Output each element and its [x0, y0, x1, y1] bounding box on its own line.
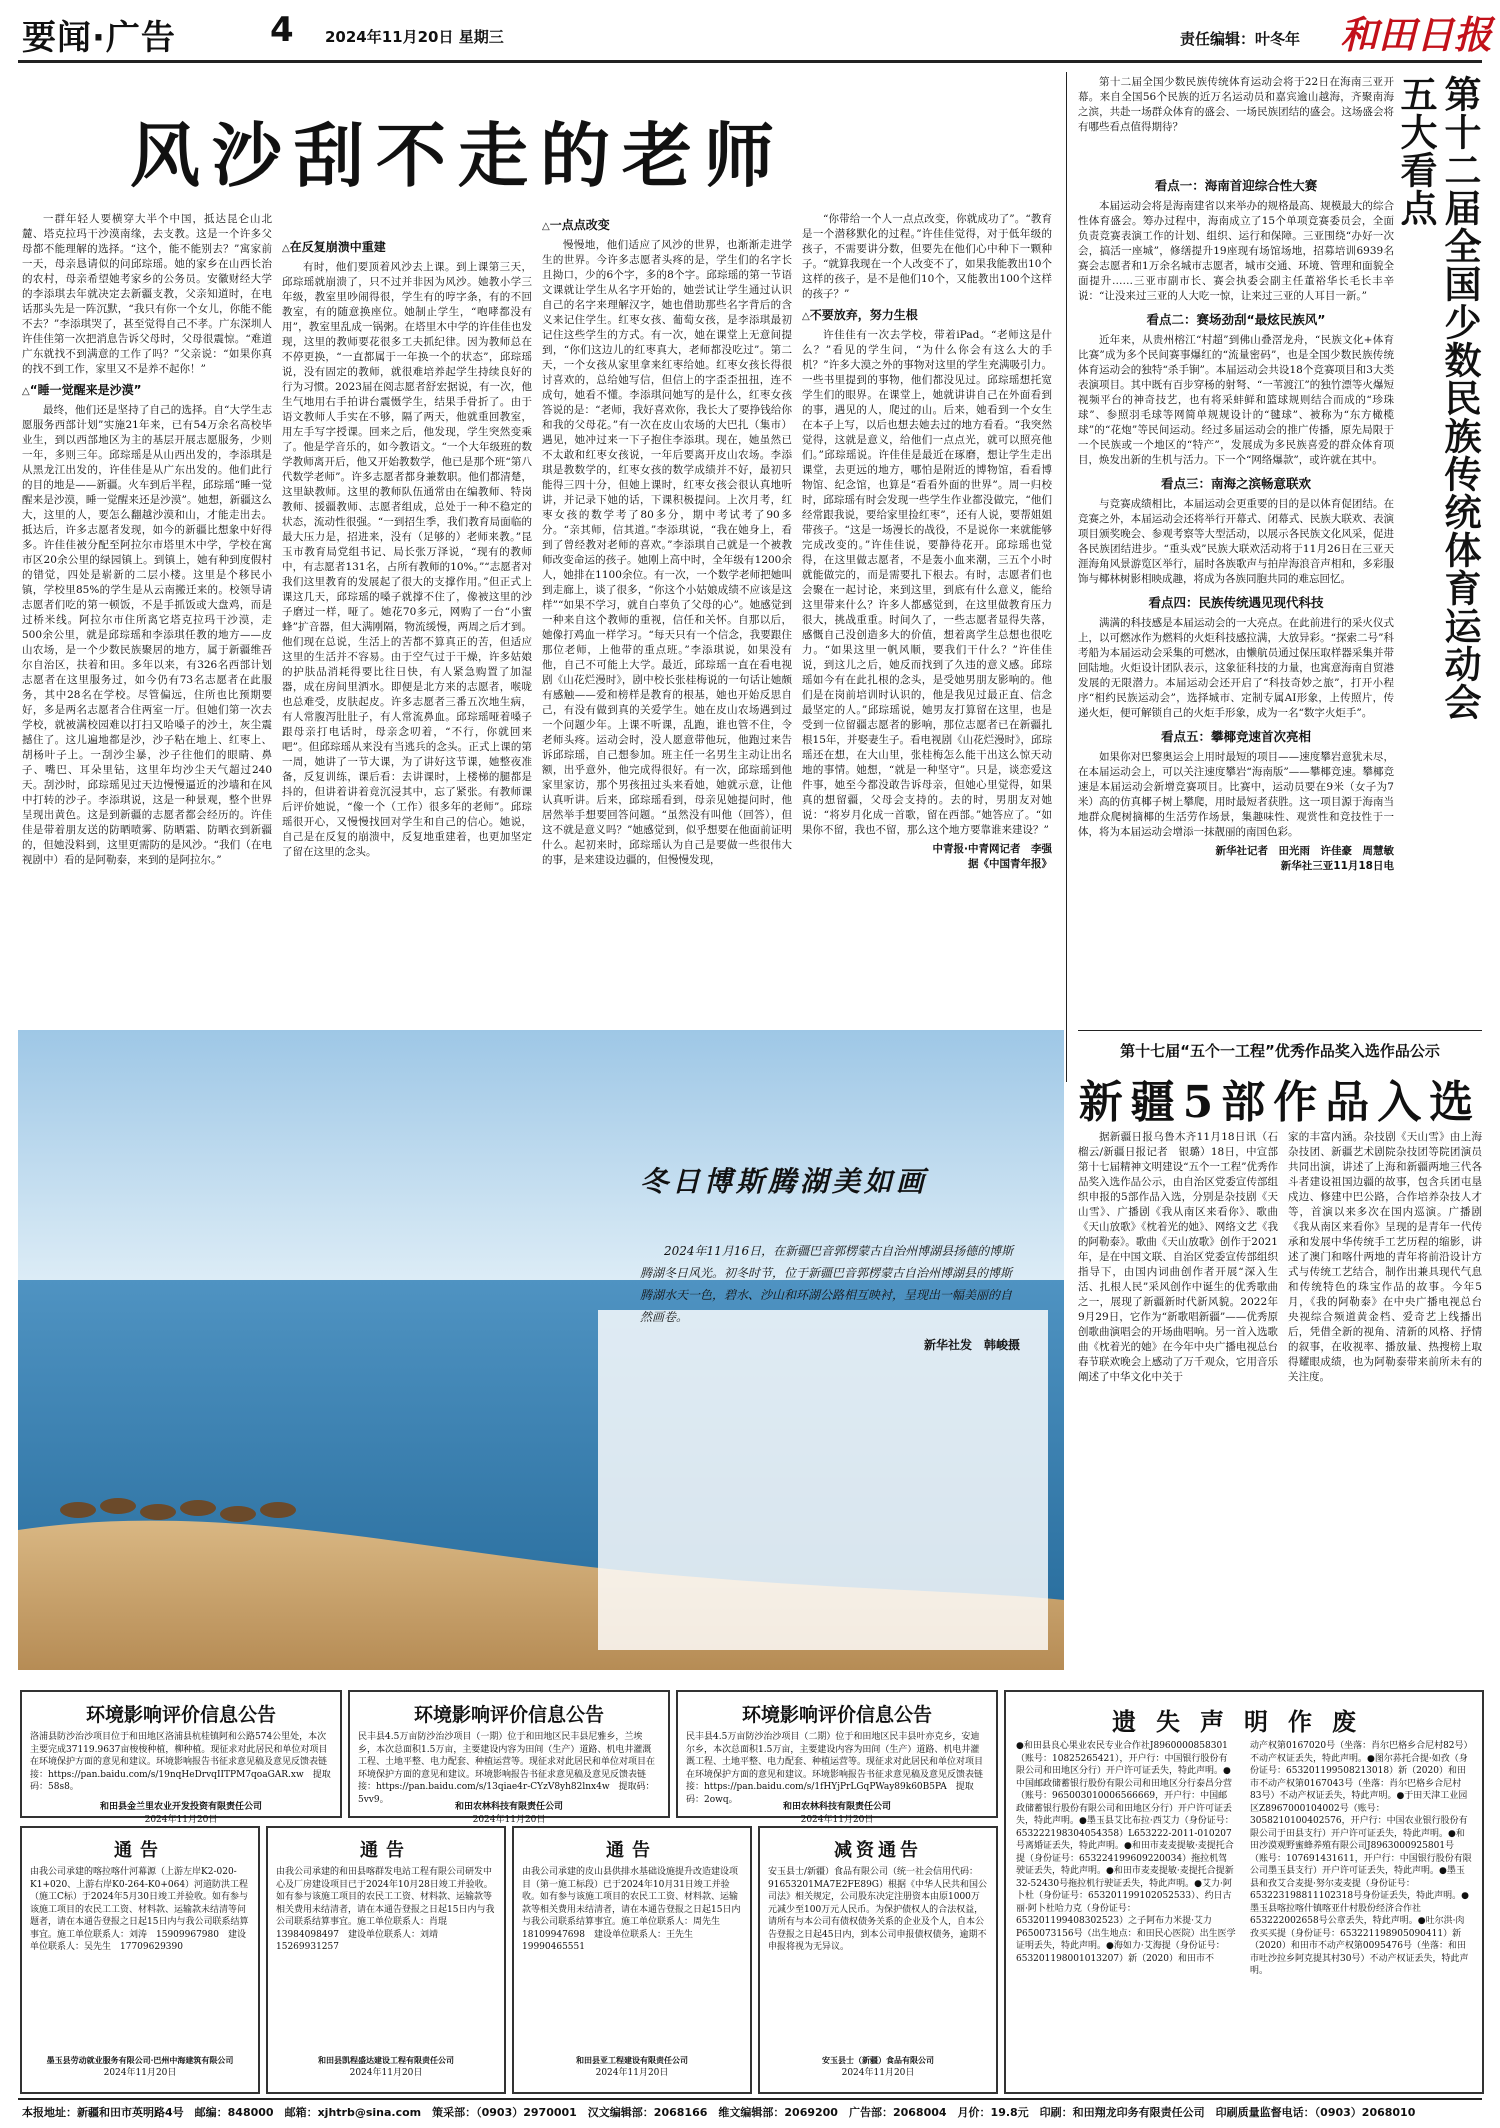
env-notice-2-date: 2024年11月20日	[472, 1814, 546, 1825]
env-notice-3-body: 民丰县4.5万亩防沙治沙项目（二期）位于和田地区民丰县叶亦克乡，安迪尔乡，本次总面积1.5万亩，主要建设内容为田间（生产）道路、机电井灌溉工程、土地平整、电力配套、种植运营等。现征求对此居民和单位对项目在环境保护方面的意见和建议。环境影响报告书征求意见稿及意见反馈表链接：https://pan.baidu.com/s/1fHYjPrLGqPWay89k60B5PA 提取码：2owq。	[686, 1732, 984, 1805]
games-title: 第十二届全国少数民族传统体育运动会五大看点	[1394, 75, 1482, 721]
editor-credit: 责任编辑：叶冬年	[1180, 30, 1301, 48]
notice-1-date: 2024年11月20日	[103, 2067, 177, 2078]
awards-text: 家的丰富内涵。杂技剧《天山雪》由上海杂技团、新疆艺术剧院杂技团等院团演员共同出演，讲述了上海和新疆两地三代各斗者建设祖国边疆的故事，包含兵团屯垦戍边、修建中巴公路，合作培养杂技人才等，首演以来多次在国内巡演。广播剧《我从南区来看你》呈现的是青年一代传承和发展中华传统手工艺历程的缩影，讲述了澳门和喀什两地的青年将前沿设计方式与传统工艺结合，制作出兼具现代气息和传统特色的珠宝作品的故事。今年5月，《我的阿勒泰》在中央广播电视总台央视综合频道黄金档、爱奇艺上线播出后，凭借全新的视角、清新的风格、抒情的叙事，在收视率、播放量、热搜榜上取得耀眼成绩，也为阿勒泰带来前所未有的关注度。	[1288, 1131, 1482, 1383]
article-byline: 中青报·中青网记者 李强	[932, 843, 1052, 855]
notice-2-body: 由我公司承建的和田县喀群发电站工程有限公司研发中心及厂房建设项目已于2024年10月28日竣工并验收。如有参与该施工项目的农民工工资、材料款、运输款等相关费用未结清者，请在本通告登报之日起15日内与我公司联系结算事宜。施工单位联系人：肖琨 13984098497 建设单位联系人：刘靖 15269931257	[276, 1867, 495, 1952]
capital-reduction-title: 减资通告	[834, 1840, 922, 1861]
notice-3-date: 2024年11月20日	[595, 2067, 669, 2078]
lost-statements	[1004, 1690, 1484, 2094]
games-point-3-heading: 看点三：南海之滨畅意联欢	[1160, 476, 1311, 491]
games-point-4-text: 满满的科技感是本届运动会的一大亮点。在此前进行的采火仪式上，以可燃冰作为燃料的火炬科技感拉满，大放异彩。“探索二号”科考船为本届运动会采集的可燃冰，由懒航员通过保压取样器采集并带回陆地。火炬设计团队表示，这象征科技的力量，也寓意海南自贸港发展的无限潜力。本届运动会还开启了“科技奇妙之旅”，打开小程序“相约民族运动会”，选择城市、定制专属AI形象，上传照片，传递火炬，便可解锁自己的火炬手形象，成为一名“数字火炬手”。	[1078, 617, 1394, 719]
article-paragraph: “你带给一个人一点点改变，你就成功了”。“教育是一个潜移默化的过程。”许佳佳觉得，对于低年级的孩子，不需要讲分数，但要先在他们心中种下一颗种子。“就算我现在一个人改变不了，如果我能教出10个这样的孩子，是不是他们10个，又能教出100个这样的孩子？”	[802, 213, 1052, 300]
notice-2	[266, 1826, 506, 2094]
awards-kicker: 第十七届“五个一工程”优秀作品奖入选作品公示	[1120, 1042, 1440, 1060]
games-byline: 新华社记者 田光雨 许佳豪 周慧敏	[1215, 845, 1394, 857]
subheading: △ 不要放弃，努力生根	[802, 308, 1052, 324]
env-notice-3	[676, 1690, 998, 1825]
games-point-5-text: 如果你对巴黎奥运会上用时最短的项目——速度攀岩意犹未尽，在本届运动会上，可以关注速度攀岩“海南版”——攀椰竞速。攀椰竞速是本届运动会新增竞赛项目。比赛中，运动员要在9米（女子为7米）高的仿真椰子树上攀爬，用时最短者获胜。这一项目源于海南当地群众爬树摘椰的生活劳作场景，集趣味性、观赏性和竞技性于一体，将为本届运动会增添一抹靓丽的南国色彩。	[1078, 751, 1394, 838]
photo-caption-text: 2024年11月16日，在新疆巴音郭楞蒙古自治州博湖县扬德的博斯腾湖冬日风光。初冬时节，位于新疆巴音郭楞蒙古自治州博湖县的博斯腾湖水天一色，碧水、沙山和环湖公路相互映衬，呈现出一幅美丽的自然画卷。	[640, 1244, 1014, 1324]
header-rule	[18, 60, 1482, 63]
article-paragraph: 有时，他们要顶着风沙去上课。到上课第三天，邱琮瑶就崩溃了，只不过并非因为风沙。她教小学三年级，教室里吵闹得很，学生有的哼字条，有的不回教室，有的随意换座位。她制止学生，“咆哮都没有用”，教室里乱成一锅粥。在塔里木中学的许佳佳也发现，这里的教师要花很多工夫抓纪律。因为教师总在不停更换，“一直都属于一年换一个的状态”，邱琮瑶说，没有固定的教师，就很难培养起学生持续良好的行为习惯。2023届在阅志愿者舒宏据说，有一次，他生气地用右手拍讲台震慑学生，结果手骨折了。由于语文教师人手实在不够，隔了两天，他就重回教室，用左手写字授课。回来之后，他发现，学生突然变乘了。他是学音乐的，如今教语文。“一个大年级班的数学教师离开后，他又开始教数学，他已是那个班“第八代数学老师”。许多志愿者都身兼数职。他们都清楚，这里缺教师。这里的教师队伍通常由在编教师、特岗教师、援疆教师、志愿者组成，总处于一种不稳定的状态，流动性很强。“一到招生季，我们教育局面临的最大压力是，招进来，没有（足够的）老师来教。”昆玉市教育局党组书记、局长张万泽说，“现有的教师中，有志愿者131名，占所有教师的10%。”“志愿者对我们这里教育的发展起了很大的支撑作用。”但正式上课这几天，邱琮瑶的嗓子就撑不住了，像被这里的沙子磨过一样，哑了。她花70多元，网购了一台“小蜜蜂”扩音器，但大满刚隔，物流缓慢，两周之后才到。他们现在总说，生活上的苦都不算真正的苦，但适应这里的生活并不容易。由于空气过于干燥，许多姑娘的护肤品消耗得要比往日快，有人紧急购置了加湿器，成在房间里洒水。即便是北方来的志愿者，喉咙也总难受，皮肤起皮。许多志愿者三番五次地生病，有人常腹泻肚肚子，有人常流鼻血。邱琮瑶哑着嗓子跟母亲打电话时，母亲念叨着，“不行，你就回来吧”。但邱琮瑶从来没有当逃兵的念头。正式上课的第一周，她讲了一节大课，为了讲好这节课，她整夜准备，反复训练，课后看：去讲课时，上楼梯的腿都是抖的，但讲着讲着竟沉浸其中，忘了紧张。有教师课后评价她说，“像一个（工作）很多年的老师”。邱琮瑶很开心，又慢慢找回对学生和自己的信心。她说，自己是在反复的崩溃中，反复地重建着，也更加坚定了留在这里的念头。	[282, 261, 532, 858]
notice-3-body: 由我公司承建的皮山县供排水基础设施提升改造建设项目（第一施工标段）已于2024年10月31日竣工并验收。如有参与该施工项目的农民工工资、材料款、运输款等相关费用未结清者，请在本通告登报之日起15日内与我公司联系结算事宜。施工单位联系人：周先生 18109947698 建设单位联系人：王先生 19990465551	[522, 1867, 741, 1952]
env-notice-1	[20, 1690, 342, 1825]
main-article-title: 风沙刮不走的老师	[130, 114, 786, 197]
section-name: 要闻·广告	[22, 18, 176, 58]
page-number: 4	[270, 10, 294, 50]
lost-statements-title: 遗失声明作废	[1112, 1708, 1376, 1736]
photo-title: 冬日博斯腾湖美如画	[640, 1165, 929, 1198]
env-notice-2-org: 和田农林科技有限责任公司	[454, 1802, 563, 1812]
env-notice-1-body: 洛浦县防沙治沙项目位于和田地区洛浦县杭桂镇阿和公路574公里处，本次主要完成37119.9637亩梭梭种植，柳种植。现征求对此居民和单位对项目在环境保护方面的意见和建议。环境影响报告书征求意见稿及意见反馈表链接：https://pan.baidu.com/s/19nqHeDrvqIITPM7qoaGAR.xw 提取码：58s8。	[30, 1732, 331, 1792]
notice-1-org: 墨玉县劳动就业服务有限公司·巴州中海建筑有限公司	[46, 2055, 234, 2065]
notice-3	[512, 1826, 752, 2094]
article-paragraph: 慢慢地，他们适应了风沙的世界，也渐渐走进学生的世界。今许多志愿者头疼的是，学生们的名字长且拗口，少的6个字，多的8个字。邱琮瑶的第一节语文课就让学生从名字开始的，她尝试让学生通过认识自己的名字来理解汉字，她也借助那些名字背后的含义来记住学生。红枣女孩、葡萄女孩，是李添琪最初记住这些学生的方式。有一次，她在课堂上无意间提到，“你们这边儿的红枣真大，老师都没吃过”。第二天，一个女孩从家里拿来红枣给她。红枣女孩长得很讨喜欢的，总给她写信，但信上的字歪歪扭扭，连不成句，她看不懂。李添琪问她写的是什么，红枣女孩答说的是：“老师，我好喜欢你，我长大了要挣钱给你和我的父母花。”有一次在皮山农场的大巴扎（集市）遇见，她冲过来一下子抱住李添琪。现在，她虽然已不太敢和红枣女孩说，一年后要离开皮山农场。李添琪是教数学的，红枣女孩的数学成绩并不好，最初只能得三四十分，但她上课时，红枣女孩会很认真地听讲，并记录下她的话，下课积极提问。上次月考，红枣女孩的数学考了80多分，期中考试考了90多分。“亲其师，信其道。”李添琪说，“我在她身上，看到了曾经教对老师的喜欢。”李添琪自己就是一个被教师改变命运的孩子。她刚上高中时，全年级有1200余人，她排在1100余位。有一次，一个数学老师把她叫到走廊上，谈了很多，“你这个小姑娘成绩不应该是这样”“如果不学习，就自白辜负了父母的心”。她感觉到一种来自这个教师的重视，信任和关怀。自那以后，她像打鸡血一样学习。“每天只有一个信念，我要跟住那位老师，上他带的重点班。”李添琪说，如果没有他，自己不可能上大学。最近，邱琮瑶一直在看电视剧《山花烂漫时》，剧中校长张桂梅说的一句话让她颇有感触——爱和榜样是教育的根基，她也开始反思自己，有没有做到真的关爱学生。她在皮山农场遇到过一个问题少年。上课不听课，乱跑，谁也管不住，令老师头疼。运动会时，没人愿意带他玩，他跑过来告诉邱琮瑶，自己想参加。班主任一名男生主动让出名额，出乎意外，他完成得很好。有一次，邱琮瑶到他家里家访，那个男孩扭过头来看她，她就示意，让他认真听讲。后来，邱琮瑶看到，母亲见她提问时，他居然举手想要回答问题。“虽然没有叫他（回答），但这不就是意义吗？”她感觉到，似乎想要在他面前证明什么。起初来时，邱琮瑶认为自己是要做一些很伟大的事，是来建设边疆的，但慢慢发现，	[542, 239, 792, 866]
notice-2-org: 和田县凯程盛达建设工程有限责任公司	[318, 2055, 454, 2065]
awards-title: 新疆5部作品入选	[1078, 1077, 1482, 1128]
masthead-logo: 和田日报	[1340, 12, 1493, 57]
awards-col2	[1288, 1130, 1482, 1670]
main-article-col2	[282, 212, 532, 1020]
capital-reduction-body: 安玉县士/新疆）食品有限公司（统一社会信用代码：91653201MA7E2FE89G）根据《中华人民共和国公司法》相关规定，公司股东决定注册资本由原1000万元减少至100万元人民币。为保护债权人的合法权益，请所有与本公司有债权债务关系的企业及个人，自本公告登报之日起45日内，到本公司申报债权债务，逾期不申报将视为无异议。	[768, 1867, 988, 1952]
lost-col2: 动产权第0167020号（坐落：肖尔巴格乡合尼村82号）不动产权证丢失，特此声明。●图尔荪托合提·如孜（身份证号：653201199508213018）新（2020）和田市不动产权第0167043号（坐落：肖尔巴格乡合尼村83号）不动产权证丢失，特此声明。●于田天津工业园区Z8967000104002号（账号：3058210100402576，开户行：中国农业银行股份有限公司于田县支行）开户许可证丢失，特此声明。●和田沙漠观野蜜蜂养殖有限公司J8963000925801号（账号：107691431611，开户行：中国银行股份有限公司墨玉县支行）开户许可证丢失，特此声明。●墨玉县和孜艾合麦提·努尔麦麦提（身份证号：653223198811102318号身份证丢失，特此声明。●墨玉县喀拉喀什镇喀亚什村股份经济合作社653222002658号公章丢失，特此声明。●吐尔洪·肉孜买买提（身份证号：653221198905090411）新（2020）和田市不动产权第0095476号（坐落：和田市吐沙拉乡阿克提其村30号）不动产权证丢失，特此声明。	[1250, 1741, 1472, 1976]
awards-top-rule	[1078, 1030, 1482, 1031]
page-footer: 本报地址：新疆和田市英明路4号 邮编：848000 邮箱：xjhtrb@sina.com 策采部：（0903）2970001 汉文编辑部：2068166 维文编辑部：2069200 广告部：2068004 月价：19.8元 印刷：和田翔龙印务有限责任公司 印刷质量监督电话：（0903）2068010	[22, 2106, 1416, 2119]
subheading: △ 一点点改变	[542, 218, 792, 234]
env-notice-2-body: 民丰县4.5万亩防沙治沙项目（一期）位于和田地区民丰县尼雅乡，兰埃乡，本次总面积1.5万亩，主要建设内容为田间（生产）道路、机电井灌溉工程、土地平整、电力配套、种植运营等。现征求对此居民和单位对项目在环境保护方面的意见和建议。环境影响报告书征求意见稿及意见反馈表链接：https://pan.baidu.com/s/13qiae4r-CYzV8yh82lnx4w 提取码：5vv9。	[358, 1732, 656, 1805]
main-article-col3	[542, 212, 792, 1020]
games-dateline: 新华社三亚11月18日电	[1280, 860, 1394, 872]
notice-2-date: 2024年11月20日	[349, 2067, 423, 2078]
games-point-1-text: 本届运动会将是海南建省以来举办的规格最高、规模最大的综合性体育盛会。筹办过程中，海南成立了15个单项竞赛委员会，全面负责竞赛表演工作的计划、组织、运行和保障。三亚围绕“办好一次会，搞活一座城”，修缮提升19座现有场馆场地，招募培训6939名赛会志愿者和1万余名城市志愿者，城市交通、环境、管理和面貌全面提升……三亚市副市长、赛会执委会副主任董裕华长毛长丰辛说：“让没来过三亚的人大吃一惊，让来过三亚的人耳目一新。”	[1078, 200, 1394, 302]
games-point-5-heading: 看点五：攀椰竞速首次亮相	[1160, 729, 1311, 744]
games-point-3-text: 与竞赛成绩相比，本届运动会更重要的目的是以体育促团结。在竞赛之外，本届运动会还将举行开幕式、闭幕式、民族大联欢、表演项目颁奖晚会、参观考察等大型活动，以展示各民族文化风采，促进各民族团结进步。“重头戏”民族大联欢活动将于11月26日在三亚天涯海角风景游览区举行，届时各族歌声与拍岸海浪音声相和，多彩服饰与椰林树影相映成趣，将成为各族同胞共同的难忘回忆。	[1078, 498, 1394, 585]
notice-3-org: 和田县亚工程建设有限责任公司	[576, 2055, 688, 2065]
env-notice-1-title: 环境影响评价信息公告	[85, 1704, 276, 1726]
env-notice-1-org: 和田县金兰里农业开发投资有限责任公司	[99, 1802, 262, 1812]
article-paragraph: 最终，他们还是坚持了自己的选择。自“大学生志愿服务西部计划”实施21年来，已有54万余名高校毕业生，到以西部地区为主的基层开展志愿服务，少则一年，多则三年。邱琮瑶是从山西出发的，李添琪是从黑龙江出发的，许佳佳是从广东出发的。他们此行的目的地是——新疆。火车到后半程，邱琮瑶“睡一觉醒来是沙漠，睡一觉醒来还是沙漠”。她想，新疆这么大，这里的人，要怎么翻越沙漠和山，才能走出去。抵达后，许多志愿者发现，如今的新疆比想象中好得多。许佳佳被分配至阿拉尔市塔里木中学，学校在寓市区20余公里的绿园镇上。到镇上，她有种到度假村的错觉，四处是崭新的二层小楼。这里是个移民小镇，学校里85%的学生是从云南搬迁来的。校领导请志愿者们吃的第一顿饭，不是手抓饭或大盘鸡，而是过桥米线。阿拉尔市住所离它塔克拉玛干沙漠，走500余公里，就是邱琮瑶和李添琪任教的地方——皮山农场，是一个少数民族聚居的地方，属于新疆维吾尔自治区，扶着和田。多年以来，有326名西部计划志愿者在这里服务过，如今仍有73名志愿者在此服务，其中28名在学校。尽管偏远，住所也比预期要好，多是两名志愿者合住两室一厅。但她们第一次去学校，就被满校园难以打扫又哈嗓子的沙土，灰尘震撼住了。这儿遍地都是沙，沙子粘在地上、红枣上、胡杨叶子上。一刮沙尘暴，沙子往他们的眼睛、鼻子、嘴巴、耳朵里钻，这里年均沙尘天气超过240天。刮沙时，邱琮瑶见过天边慢慢逼近的沙墙和在风中打转的沙子。李添琪说，这是一种景观，整个世界呈现出黄色。这是到新疆的志愿者都会经历的。许佳佳是带着朋友送的防晒喷雾、防晒霜、防晒衣到新疆的，但她没料到，这里更需防的是风沙。“我们（在电视剧中）看的是阿勒泰，来到的是阿拉尔。”	[22, 404, 272, 866]
capital-reduction-org: 安玉县士（新疆）食品有限公司	[822, 2055, 934, 2065]
games-intro	[1078, 75, 1394, 171]
main-article-col4	[802, 212, 1052, 1020]
notice-2-title: 通告	[360, 1840, 412, 1861]
article-paragraph: 许佳佳有一次去学校，带着iPad。“老师这是什么？”看见的学生问，“为什么你会有这么大的手机？”许多大漠之外的事物对这里的学生充满吸引力。一些书里提到的事物，他们都没见过。邱琮瑶想托宽学生们的眼界。在课堂上，她就讲讲自己在外面看到的事，遇见的人，爬过的山。后来，她看到一个女生在本子上写，以后也想去她去过的地方看看。“我突然觉得，这就是意义，给他们一点点光，就可以照亮他们。”邱琮瑶说。许佳佳是最近在琢磨，想让学生走出课堂，去更远的地方，哪怕是附近的博物馆，看看博物馆、纪念馆，也算是“看看外面的世界”。周一归校时，邱琮瑶有时会发现一些学生作业都没做完，“他们经常跟我说，要给家里捡红枣”，还有人说，要帮姐姐带孩子。“这是一场漫长的战役，不是说你一来就能够完成改变的。”许佳佳说，要静待花开。邱琮瑶也觉得，在这里做志愿者，不是轰小血来潮，三五个小时就能做完的，而是需要扎下根去。有时，志愿者们也会聚在一起讨论，来到这里，到底有什么意义，能给这里带来什么？许多人都感觉到，在这里做教育压力很大，挑战重重。时间久了，一些志愿者显得失落，感慨自己没创造多大的价值，想着离学生总想也很吃力。“如果这里一帆风顺，要我们干什么？”许佳佳说，到这儿之后，她反而找到了久违的意义感。邱琮瑶如今有在此扎根的念头，是受她男朋友影响的。他们是在岗前培训时认识的，他是我见过最正直、信念最坚定的人。”邱琮瑶说，她男友打算留在这里，也是受到一位留疆志愿者的影响，那位志愿者已在新疆扎根15年，并娶妻生子。看电视剧《山花烂漫时》，邱琮瑶还在想，在大山里，张桂梅怎么能干出这么惊天动地的事情。她想，“就是一种坚守”。只是，谈恋爱这件事，她至今都没敢告诉母亲，但她心里觉得，如果真的想留疆，父母会支持的。去的时，男朋友对她说：“将岁月化成一首歌，留在西部。”她答应了。“如果你不留，我也不留，那么这个地方要靠谁来建设？”	[802, 329, 1052, 836]
games-point-1-heading: 看点一：海南首迎综合性大赛	[1154, 178, 1318, 193]
env-notice-3-title: 环境影响评价信息公告	[741, 1704, 932, 1726]
games-body	[1078, 170, 1394, 1030]
games-point-2-text: 近年来，从贵州榕江“村超”到佛山叠滘龙舟，“民族文化+体育比赛”成为多个民间赛事爆红的“流量密码”，也是全国少数民族传统体育运动会的独特“杀手锏”。本届运动会共设18个竞赛项目和3大类表演项目。其中既有百步穿杨的射弩、“一苇渡江”的独竹漂等火爆短视频平台的神奇技艺，也有将采蚌鲜和篮球规则结合而成的“珍珠球”、参照羽毛球等网简单规规设计的“毽球”、被称为“东方橄榄球”的“花炮”等民间运动。经过多届运动会的推广传播，原先局限于一个民族或一个地区的“特产”，发展成为多民族喜爱的群众体育项目，焕发出新的生机与活力。下一个“网络爆款”，或许就在其中。	[1078, 334, 1394, 466]
column-divider	[1066, 72, 1067, 1082]
issue-date: 2024年11月20日 星期三	[325, 28, 504, 46]
photo-credit: 新华社发 韩峻摄	[923, 1338, 1020, 1352]
footer-rule	[18, 2098, 1482, 2100]
page-header	[0, 0, 1500, 62]
notice-3-title: 通告	[606, 1840, 658, 1861]
games-intro-text: 第十二届全国少数民族传统体育运动会将于22日在海南三亚开幕。来自全国56个民族的近万名运动员和嘉宾逾山越海，齐聚南海之滨，共赴一场群众体育的盛会、一场民族团结的盛会。这场盛会将有哪些看点值得期待？	[1078, 76, 1394, 133]
env-notice-1-date: 2024年11月20日	[144, 1814, 218, 1825]
env-notice-2	[348, 1690, 670, 1825]
games-point-4-heading: 看点四：民族传统遇见现代科技	[1148, 595, 1324, 610]
main-article-col1	[22, 212, 272, 1020]
notice-1-title: 通告	[114, 1840, 166, 1861]
awards-col1	[1078, 1130, 1278, 1670]
article-source: 据《中国青年报》	[968, 858, 1052, 870]
article-paragraph: 一群年轻人要横穿大半个中国，抵达昆仑山北麓、塔克拉玛干沙漠南缘，去支教。这是一个许多父母都不能理解的选择。“这个，能不能别去？”寓家前一天，母亲恳请似的问邱琮瑶。她的家乡在山西长治的农村，母亲希望她考家乡的公务员。安徽财经大学的李添琪去年就决定去新疆支教，父亲知道时，在电话那头先是一阵沉默，“我只有你一个女儿，你能不能不去？”李添琪哭了，甚至觉得自己不孝。广东深圳人许佳佳第一次把消息告诉父母时，父母很震惊。“难道广东就找不到满意的工作了吗？”父亲说：“如果你真的找不到工作，家里又不是养不起你！”	[22, 213, 272, 375]
env-notice-3-org: 和田农林科技有限责任公司	[782, 1802, 891, 1812]
photo-caption	[640, 1240, 1020, 1356]
notice-1-body: 由我公司承建的喀拉喀什河幕源（上游左岸K2-020-K1+020、上游右岸K0-264-K0+064）河道防洪工程（施工C标）于2024年5月30日竣工并验收。如有参与该施工项目的农民工工资、材料款、运输款未结清等问题者，请在本通告登报之日起15日内与我公司联系结算事宜。施工单位联系人：刘涛 15909967980 建设单位联系人：吴先生 17709629390	[30, 1867, 249, 1952]
games-point-2-heading: 看点二：赛场劲刮“最炫民族风”	[1146, 312, 1326, 327]
subheading: △ “睡一觉醒来是沙漠”	[22, 383, 272, 399]
env-notice-3-date: 2024年11月20日	[800, 1814, 874, 1825]
capital-reduction-notice	[758, 1826, 998, 2094]
awards-text: 据新疆日报乌鲁木齐11月18日讯（石榴云/新疆日报记者 银璐）18日，中宣部第十七届精神文明建设“五个一工程”优秀作品奖入选作品公示，由自治区党委宣传部组织申报的5部作品入选，分别是杂技剧《天山雪》、广播剧《我从南区来看你》、歌曲《天山放歌》《枕着光的她》、网络文艺《我的阿勒泰》。歌曲《天山放歌》创作于2021年，是在中国文联、自治区党委宣传部组织指导下，由国内词曲创作者开展“深入生活、扎根人民”采风创作中诞生的优秀歌曲之一，展现了新疆新时代新风貌。2022年9月29日，它作为“新歌唱新疆”——优秀原创歌曲演唱会的开场曲唱响。另一首入选歌曲《枕着光的她》在今年中央广播电视总台春节联欢晚会上感动了万千观众，它用音乐阐述了中华文化中关于	[1078, 1131, 1278, 1383]
notice-1	[20, 1826, 260, 2094]
capital-reduction-date: 2024年11月20日	[841, 2067, 915, 2078]
lost-col1: ●和田县良心果业农民专业合作社J8960000858301（账号：10825265421），开户行：中国银行股份有限公司和田地区分行）开户许可证丢失，特此声明。●中国邮政储蓄银行股份有限公司和田地区分行泰昌分营（账号：965003010006566669，开户行：中国邮政储蓄银行股份有限公司和田地区分行）开户许可证丢失，特此声明。●墨玉县艾比布拉·西艾力（身份证号：653222198304054358）L653222-2011-010207号离婚证丢失，特此声明。●和田市麦麦提敏·麦提托合提（身份证号：653224199609220034）拖拉机驾驶证丢失，特此声明。●和田市麦麦提敏·麦提托合提新32-52430号拖拉机行驶证丢失，特此声明。●艾力·阿卜杜（身份证号：653201199102052533）、约日古丽·阿卜杜哈力克（身份证号：653201199408302523）之子阿布力米提·艾力P650073156号（出生地点：和田民心医院）出生医学证明丢失，特此声明。●海如力·艾海提（身份证号：653201198001013207）新（2020）和田市不	[1016, 1741, 1236, 1964]
env-notice-2-title: 环境影响评价信息公告	[413, 1704, 604, 1726]
subheading: △ 在反复崩溃中重建	[282, 240, 532, 256]
